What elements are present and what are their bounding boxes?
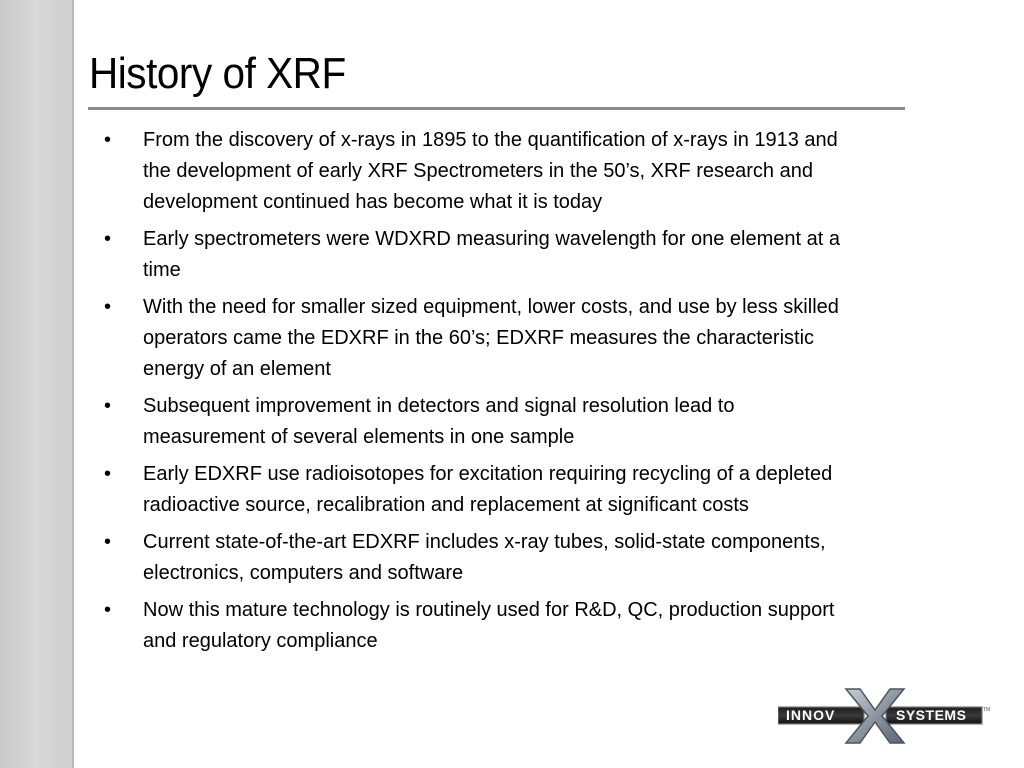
- logo-trademark: TM: [983, 707, 991, 713]
- bullet-marker: •: [104, 296, 112, 318]
- bullet-text: With the need for smaller sized equipment, lower costs, and use by less skilled operators came the EDXRF in the 60’s; EDXRF measures the characteristic energy of an element: [143, 296, 839, 380]
- bullet-text: Early spectrometers were WDXRD measuring wavelength for one element at a time: [143, 228, 840, 281]
- left-band-edge: [72, 0, 74, 768]
- bullet-item: [104, 391, 864, 453]
- bullet-text: Current state-of-the-art EDXRF includes x-ray tubes, solid-state components, electronics, computers and software: [143, 531, 826, 584]
- bullet-item: [104, 292, 864, 385]
- bullet-item: [104, 459, 864, 521]
- bullet-marker: •: [104, 531, 112, 553]
- company-logo: [778, 688, 994, 744]
- slide-title: History of XRF: [89, 49, 346, 98]
- bullet-text: Subsequent improvement in detectors and signal resolution lead to measurement of several elements in one sample: [143, 395, 735, 448]
- logo-right-text: SYSTEMS: [896, 707, 967, 723]
- bullet-text: From the discovery of x-rays in 1895 to the quantification of x-rays in 1913 and the development of early XRF Spectrometers in the 50’s, XRF research and development continued has become what it is today: [143, 129, 838, 213]
- bullet-list: [104, 125, 864, 663]
- bullet-marker: •: [104, 395, 112, 417]
- logo-left-text: INNOV: [786, 707, 836, 723]
- bullet-item: [104, 527, 864, 589]
- bullet-item: [104, 224, 864, 286]
- title-divider: [88, 107, 905, 110]
- bullet-item: [104, 125, 864, 218]
- bullet-marker: •: [104, 599, 112, 621]
- bullet-text: Early EDXRF use radioisotopes for excitation requiring recycling of a depleted radioactive source, recalibration and replacement at significant costs: [143, 463, 833, 516]
- bullet-marker: •: [104, 228, 112, 250]
- bullet-marker: •: [104, 463, 112, 485]
- left-decorative-band: [0, 0, 72, 768]
- bullet-text: Now this mature technology is routinely used for R&D, QC, production support and regulatory compliance: [143, 599, 835, 652]
- bullet-item: [104, 595, 864, 657]
- bullet-marker: •: [104, 129, 112, 151]
